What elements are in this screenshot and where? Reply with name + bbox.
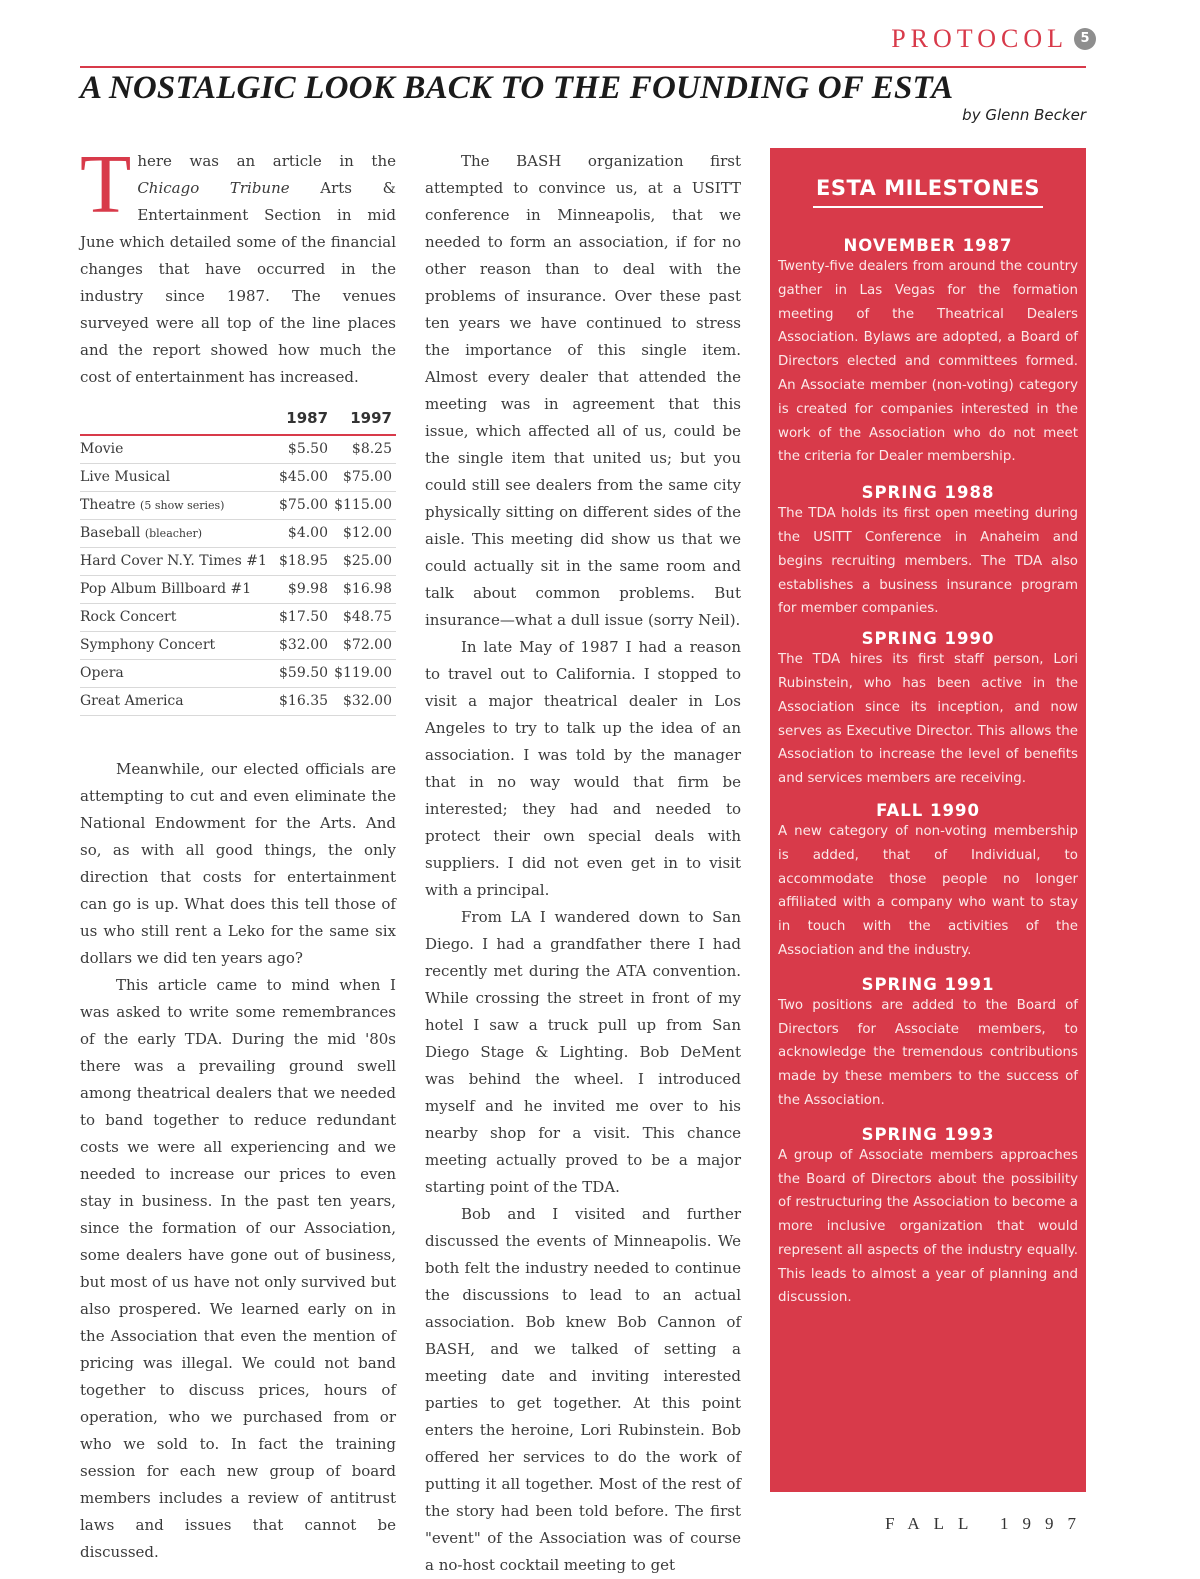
issue-footer: FALL 1997 <box>885 1514 1090 1533</box>
row-1987: $5.50 <box>277 435 332 464</box>
row-item: Movie <box>80 435 277 464</box>
row-1987: $9.98 <box>277 576 332 604</box>
milestone-text: The TDA hires its first staff person, Lori Rubinstein, who has been active in the Association since its inception, and now serves as Executive Director. This allows the Association to increase the level of benefits and services members are receiving. <box>778 652 1078 787</box>
row-1997: $72.00 <box>332 632 396 660</box>
table-row <box>80 464 396 492</box>
row-1997: $25.00 <box>332 548 396 576</box>
row-item: Live Musical <box>80 464 277 492</box>
row-item: Theatre (5 show series) <box>80 492 277 520</box>
body-paragraph: The BASH organization first attempted to convince us, at a USITT conference in Minneapolis, that we needed to form an association, if for no other reason than to deal with the problems of insurance. Over these past ten years we have continued to stress the importance of this single item. Almost every dealer that attended the meeting was in agreement that this issue, which affected all of us, could be the single item that united us; but you could still see dealers from the same city physically sitting on different sides of the aisle. This meeting did show us that we could actually sit in the same room and talk about common problems. But insurance—what a dull issue (sorry Neil). <box>425 152 741 629</box>
body-paragraph: Meanwhile, our elected officials are attempting to cut and even eliminate the National Endowment for the Arts. And so, as with all good things, the only direction that costs for entertainment can go is up. What does this tell those of us who still rent a Leko for the same six dollars we did ten years ago? <box>80 760 396 967</box>
milestone-date: SPRING 1993 <box>861 1124 995 1144</box>
drop-cap: T <box>80 138 132 231</box>
milestone <box>778 975 1078 1113</box>
row-1987: $32.00 <box>277 632 332 660</box>
row-item: Great America <box>80 688 277 716</box>
row-1997: $8.25 <box>332 435 396 464</box>
milestone <box>778 483 1078 621</box>
header-rule <box>80 66 1086 68</box>
price-comparison-table <box>80 403 396 716</box>
intro-paragraph <box>80 138 396 391</box>
row-1987: $16.35 <box>277 688 332 716</box>
milestone-date: SPRING 1990 <box>861 629 995 649</box>
table-row <box>80 492 396 520</box>
row-item: Symphony Concert <box>80 632 277 660</box>
table-row <box>80 548 396 576</box>
table-header-item <box>80 403 277 435</box>
row-1997: $75.00 <box>332 464 396 492</box>
row-1997: $119.00 <box>332 660 396 688</box>
row-item: Rock Concert <box>80 604 277 632</box>
table-row <box>80 576 396 604</box>
table-row <box>80 435 396 464</box>
milestone <box>778 1125 1078 1311</box>
milestone <box>778 236 1078 469</box>
row-item: Pop Album Billboard #1 <box>80 576 277 604</box>
table-header-row <box>80 403 396 435</box>
row-item: Baseball (bleacher) <box>80 520 277 548</box>
row-1987: $17.50 <box>277 604 332 632</box>
row-1987: $75.00 <box>277 492 332 520</box>
article-title: A NOSTALGIC LOOK BACK TO THE FOUNDING OF ESTA <box>80 70 954 106</box>
row-item: Hard Cover N.Y. Times #1 <box>80 548 277 576</box>
page-number: 5 <box>1074 28 1096 50</box>
milestone-text: Two positions are added to the Board of Directors for Associate members, to acknowledge the tremendous contributions made by these members to the success of the Association. <box>778 997 1078 1108</box>
milestone-date: SPRING 1991 <box>861 974 995 994</box>
article-column-2 <box>425 148 741 1579</box>
row-1987: $4.00 <box>277 520 332 548</box>
row-item: Opera <box>80 660 277 688</box>
page-header <box>891 24 1096 54</box>
body-paragraph: From LA I wandered down to San Diego. I had a grandfather there I had recently met during the ATA convention. While crossing the street in front of my hotel I saw a truck pull up from San Diego Stage & Lighting. Bob DeMent was behind the wheel. I introduced myself and he invited me over to his nearby shop for a visit. This chance meeting actually proved to be a major starting point of the TDA. <box>425 908 741 1196</box>
table-header-1987: 1987 <box>277 403 332 435</box>
row-1987: $45.00 <box>277 464 332 492</box>
body-paragraph: In late May of 1987 I had a reason to travel out to California. I stopped to visit a major theatrical dealer in Los Angeles to try to talk up the idea of an association. I was told by the manager that in no way would that firm be interested; they had and needed to protect their own special deals with suppliers. I did not even get in to visit with a principal. <box>425 638 741 899</box>
section-label: PROTOCOL <box>891 24 1068 53</box>
milestone <box>778 629 1078 791</box>
table-row <box>80 688 396 716</box>
intro-text-end: Arts & Entertainment Section in mid June which detailed some of the financial changes that have occurred in the industry since 1987. The venues surveyed were all top of the line places and the report showed how much the cost of entertainment has increased. <box>80 179 396 386</box>
milestone-date: FALL 1990 <box>876 800 980 820</box>
row-1997: $48.75 <box>332 604 396 632</box>
article-column-1 <box>80 138 396 1566</box>
milestone-text: A new category of non-voting membership is added, that of Individual, to accommodate those people no longer affiliated with a company who want to stay in touch with the activities of the Association and the industry. <box>778 823 1078 958</box>
body-paragraph: This article came to mind when I was asked to write some remembrances of the early TDA. During the mid '80s there was a prevailing ground swell among theatrical dealers that we needed to band together to reduce redundant costs we were all experiencing and we needed to increase our prices to even stay in business. In the past ten years, since the formation of our Association, some dealers have gone out of business, but most of us have not only survived but also prospered. We learned early on in the Association that even the mention of pricing was illegal. We could not band together to discuss prices, hours of operation, who we purchased from or who we sold to. In fact the training session for each new group of board members includes a review of antitrust laws and issues that cannot be discussed. <box>80 976 396 1561</box>
milestone-date: SPRING 1988 <box>861 483 995 503</box>
milestone-text: Twenty-five dealers from around the country gather in Las Vegas for the formation meeting of the Theatrical Dealers Association. Bylaws are adopted, a Board of Directors elected and committees formed. An Associate member (non-voting) category is created for companies interested in the work of the Association who do not meet the criteria for Dealer membership. <box>778 259 1078 465</box>
table-row <box>80 520 396 548</box>
table-header-1997: 1997 <box>332 403 396 435</box>
row-1987: $59.50 <box>277 660 332 688</box>
milestone <box>778 801 1078 963</box>
milestone-text: The TDA holds its first open meeting during the USITT Conference in Anaheim and begins recruiting members. The TDA also establishes a business insurance program for member companies. <box>778 506 1078 617</box>
article-byline: by Glenn Becker <box>962 106 1086 124</box>
table-row <box>80 660 396 688</box>
milestone-text: A group of Associate members approaches the Board of Directors about the possibility of restructuring the Association to become a more inclusive organization that would represent all aspects of the industry equally. This leads to almost a year of planning and discussion. <box>778 1147 1078 1306</box>
row-1997: $16.98 <box>332 576 396 604</box>
sidebar-title: ESTA MILESTONES <box>813 176 1043 208</box>
row-1997: $115.00 <box>332 492 396 520</box>
milestones-sidebar <box>770 148 1086 1492</box>
table-row <box>80 632 396 660</box>
row-1987: $18.95 <box>277 548 332 576</box>
table-row <box>80 604 396 632</box>
intro-text-start: here was an article in the <box>137 152 396 170</box>
publication-name: Chicago Tribune <box>137 179 290 197</box>
row-1997: $12.00 <box>332 520 396 548</box>
body-paragraph: Bob and I visited and further discussed the events of Minneapolis. We both felt the industry needed to continue the discussions to lead to an actual association. Bob knew Bob Cannon of BASH, and we talked of setting a meeting date and inviting interested parties to get together. At this point enters the heroine, Lori Rubinstein. Bob offered her services to do the work of putting it all together. Most of the rest of the story had been told before. The first "event" of the Association was of course a no-host cocktail meeting to get <box>425 1205 741 1574</box>
milestone-date: NOVEMBER 1987 <box>843 236 1013 255</box>
row-1997: $32.00 <box>332 688 396 716</box>
